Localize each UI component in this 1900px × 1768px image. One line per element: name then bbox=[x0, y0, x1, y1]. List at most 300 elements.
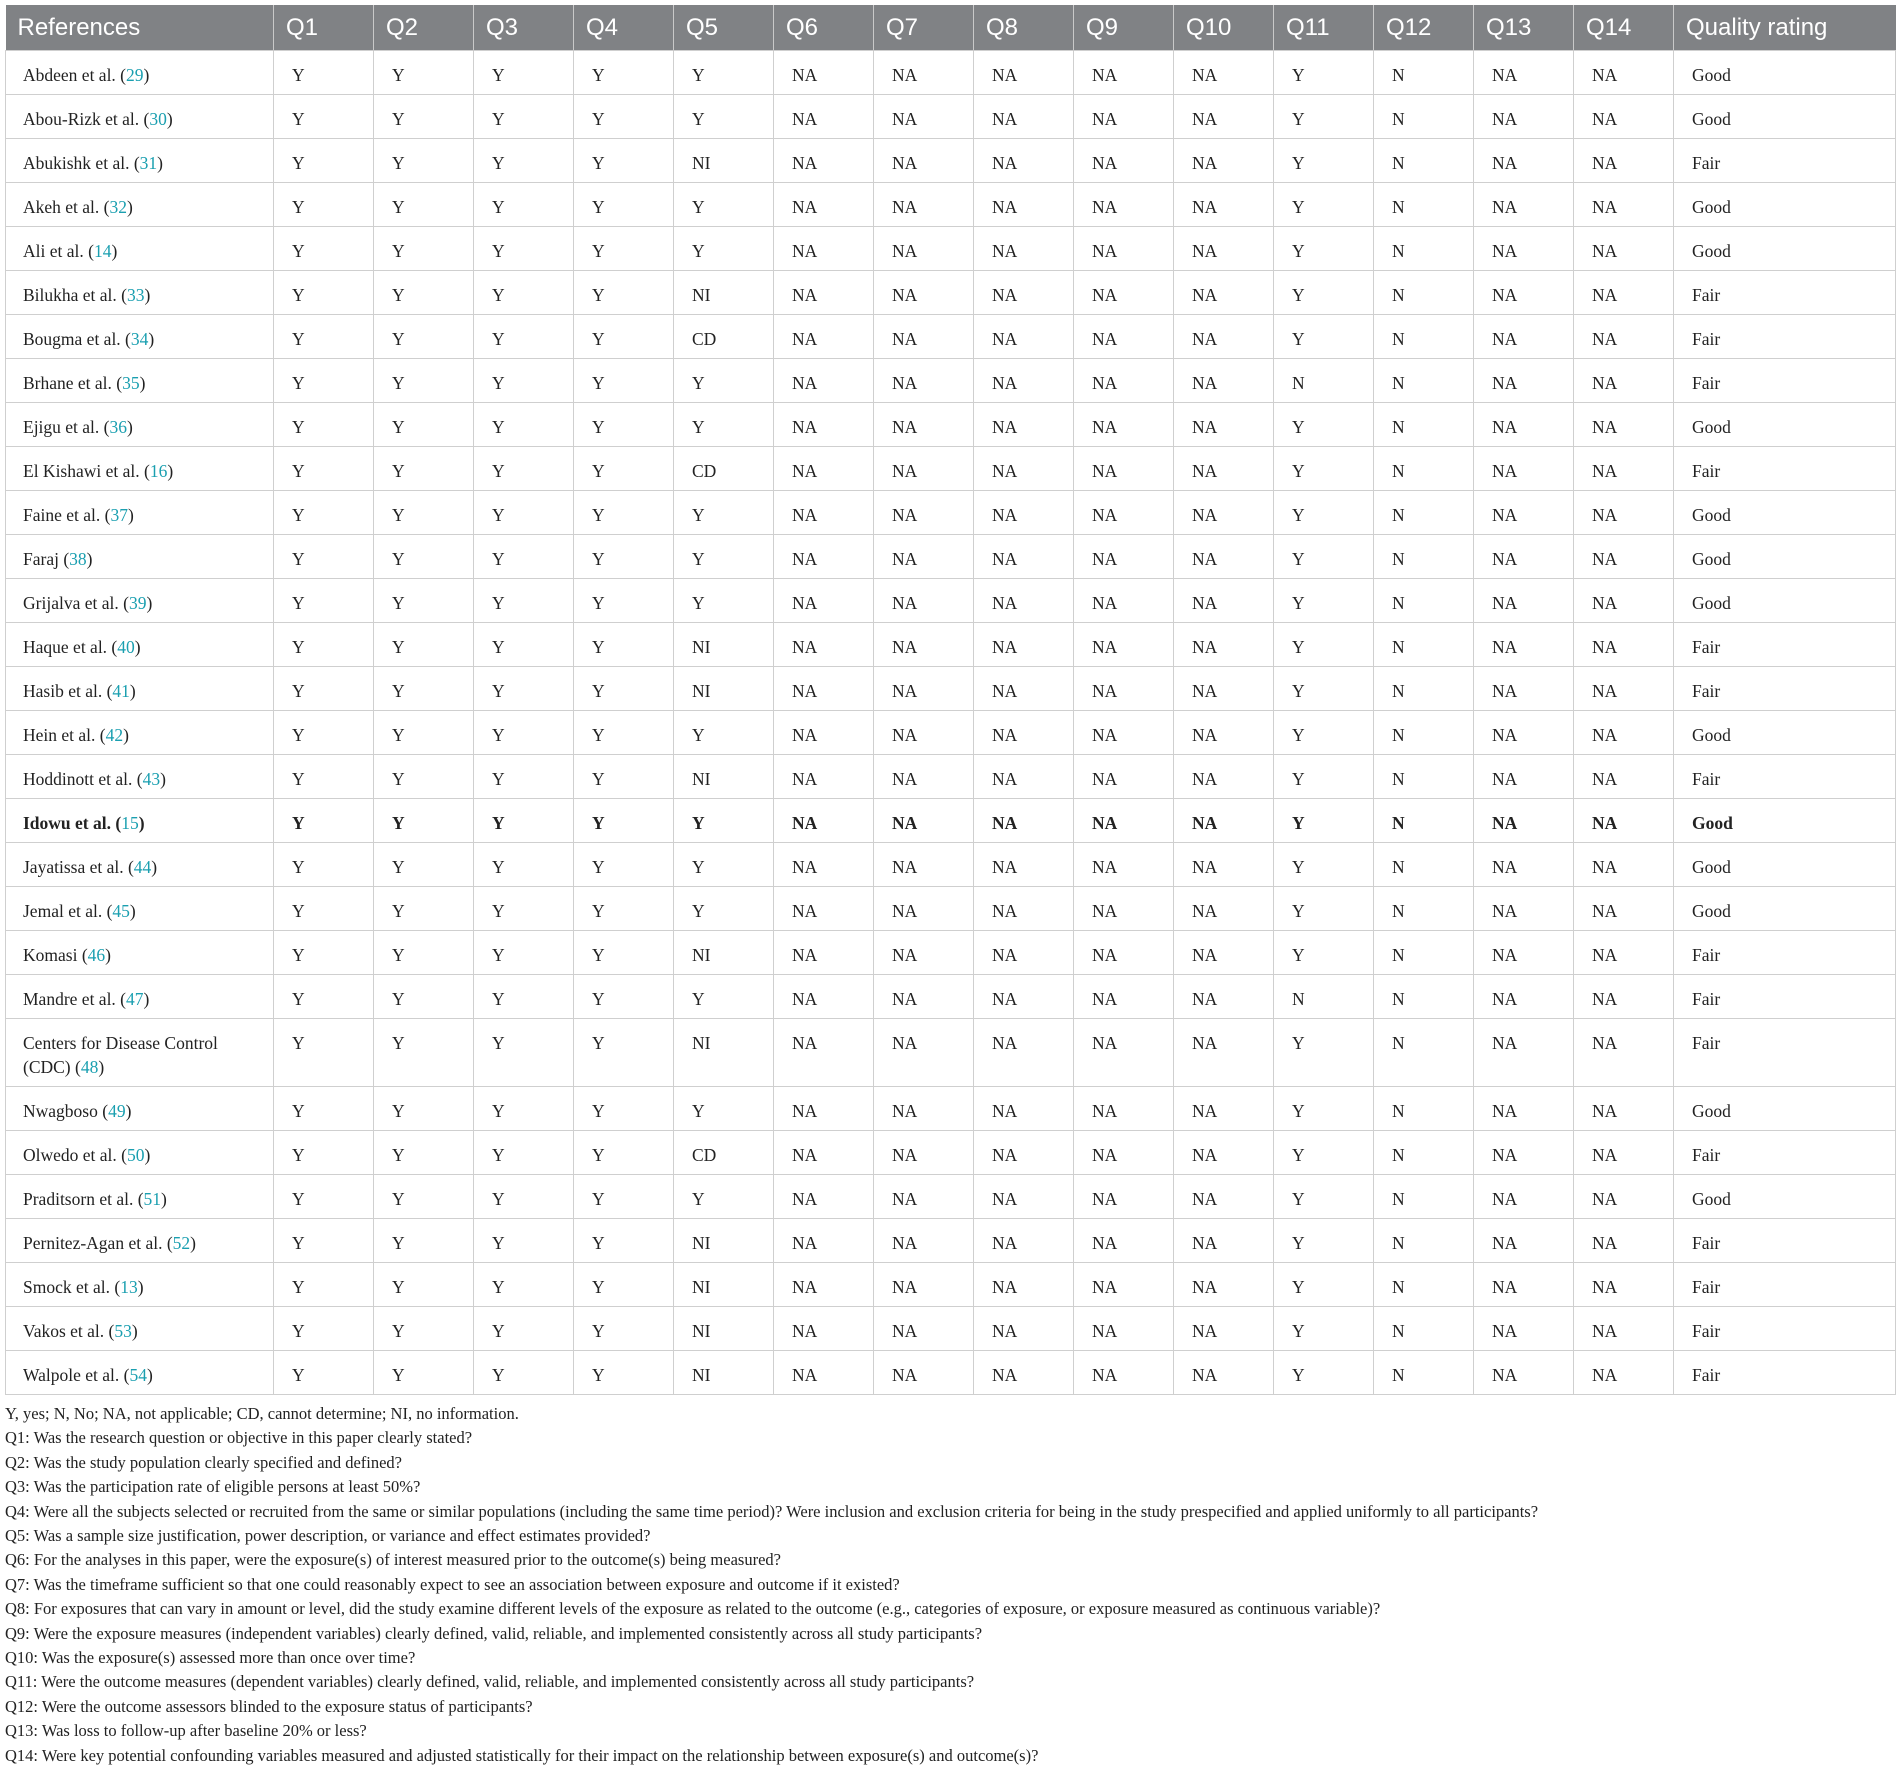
citation-link[interactable]: 40 bbox=[117, 637, 135, 657]
answer-cell-q2: Y bbox=[374, 1219, 474, 1263]
table-row bbox=[6, 623, 1896, 667]
reference-cell bbox=[6, 1219, 274, 1263]
reference-name: Akeh et al. ( bbox=[23, 197, 110, 217]
citation-link[interactable]: 32 bbox=[109, 197, 127, 217]
answer-cell-q2: Y bbox=[374, 315, 474, 359]
answer-cell-q3: Y bbox=[474, 183, 574, 227]
answer-cell-q10: NA bbox=[1174, 1131, 1274, 1175]
column-header-q3: Q3 bbox=[474, 5, 574, 51]
answer-cell-q7: NA bbox=[874, 843, 974, 887]
citation-link[interactable]: 39 bbox=[128, 593, 147, 613]
citation-link[interactable]: 30 bbox=[149, 109, 167, 129]
table-row bbox=[6, 1263, 1896, 1307]
answer-cell-q2: Y bbox=[374, 403, 474, 447]
answer-cell-q13: NA bbox=[1474, 535, 1574, 579]
citation-close-paren: ) bbox=[157, 153, 163, 173]
answer-cell-q11: Y bbox=[1274, 403, 1374, 447]
column-header-quality-rating: Quality rating bbox=[1674, 5, 1896, 51]
answer-cell-q3: Y bbox=[474, 95, 574, 139]
table-row bbox=[6, 1087, 1896, 1131]
quality-rating-cell: Good bbox=[1674, 1175, 1896, 1219]
reference-cell bbox=[6, 95, 274, 139]
question-definition: Q8: For exposures that can vary in amount or level, did the study examine different levels of the exposure as related to the outcome (e.g., categories of exposure, or exposure measured as continuous variable)? bbox=[5, 1599, 1381, 1619]
citation-link[interactable]: 44 bbox=[133, 857, 152, 877]
answer-cell-q10: NA bbox=[1174, 887, 1274, 931]
quality-rating-cell: Fair bbox=[1674, 667, 1896, 711]
answer-cell-q10: NA bbox=[1174, 755, 1274, 799]
answer-cell-q10: NA bbox=[1174, 623, 1274, 667]
table-row bbox=[6, 799, 1896, 843]
answer-cell-q3: Y bbox=[474, 491, 574, 535]
answer-cell-q9: NA bbox=[1074, 1351, 1174, 1395]
answer-cell-q10: NA bbox=[1174, 51, 1274, 95]
reference-cell bbox=[6, 183, 274, 227]
answer-cell-q6: NA bbox=[774, 403, 874, 447]
answer-cell-q5: NI bbox=[674, 931, 774, 975]
answer-cell-q7: NA bbox=[874, 1131, 974, 1175]
reference-cell bbox=[6, 447, 274, 491]
answer-cell-q1: Y bbox=[274, 975, 374, 1019]
answer-cell-q13: NA bbox=[1474, 1307, 1574, 1351]
answer-cell-q9: NA bbox=[1074, 755, 1174, 799]
citation-link[interactable]: 31 bbox=[139, 153, 158, 173]
answer-cell-q1: Y bbox=[274, 1307, 374, 1351]
answer-cell-q12: N bbox=[1374, 535, 1474, 579]
answer-cell-q4: Y bbox=[574, 843, 674, 887]
answer-cell-q9: NA bbox=[1074, 1219, 1174, 1263]
answer-cell-q13: NA bbox=[1474, 799, 1574, 843]
reference-cell bbox=[6, 51, 274, 95]
answer-cell-q2: Y bbox=[374, 799, 474, 843]
citation-link[interactable]: 16 bbox=[149, 461, 168, 481]
answer-cell-q13: NA bbox=[1474, 491, 1574, 535]
answer-cell-q6: NA bbox=[774, 1219, 874, 1263]
answer-cell-q10: NA bbox=[1174, 271, 1274, 315]
answer-cell-q11: Y bbox=[1274, 799, 1374, 843]
citation-link[interactable]: 33 bbox=[127, 285, 145, 305]
answer-cell-q12: N bbox=[1374, 579, 1474, 623]
quality-rating-cell: Fair bbox=[1674, 975, 1896, 1019]
answer-cell-q14: NA bbox=[1574, 51, 1674, 95]
answer-cell-q14: NA bbox=[1574, 799, 1674, 843]
answer-cell-q8: NA bbox=[974, 623, 1074, 667]
column-header-q10: Q10 bbox=[1174, 5, 1274, 51]
answer-cell-q11: Y bbox=[1274, 579, 1374, 623]
citation-close-paren: ) bbox=[134, 637, 141, 657]
answer-cell-q7: NA bbox=[874, 227, 974, 271]
table-row bbox=[6, 315, 1896, 359]
answer-cell-q3: Y bbox=[474, 403, 574, 447]
header-row bbox=[6, 5, 1896, 51]
answer-cell-q8: NA bbox=[974, 931, 1074, 975]
citation-close-paren: ) bbox=[127, 417, 133, 437]
citation-close-paren: ) bbox=[166, 109, 173, 129]
answer-cell-q5: NI bbox=[674, 1351, 774, 1395]
citation-link[interactable]: 35 bbox=[122, 373, 140, 393]
answer-cell-q2: Y bbox=[374, 1087, 474, 1131]
citation-link[interactable]: 14 bbox=[93, 241, 112, 261]
answer-cell-q8: NA bbox=[974, 799, 1074, 843]
answer-cell-q7: NA bbox=[874, 51, 974, 95]
answer-cell-q10: NA bbox=[1174, 1175, 1274, 1219]
table-row bbox=[6, 95, 1896, 139]
answer-cell-q2: Y bbox=[374, 843, 474, 887]
answer-cell-q1: Y bbox=[274, 447, 374, 491]
quality-rating-cell: Good bbox=[1674, 183, 1896, 227]
answer-cell-q7: NA bbox=[874, 447, 974, 491]
answer-cell-q11: N bbox=[1274, 359, 1374, 403]
answer-cell-q13: NA bbox=[1474, 887, 1574, 931]
reference-cell bbox=[6, 711, 274, 755]
answer-cell-q12: N bbox=[1374, 711, 1474, 755]
answer-cell-q6: NA bbox=[774, 1087, 874, 1131]
answer-cell-q11: Y bbox=[1274, 1307, 1374, 1351]
citation-link[interactable]: 13 bbox=[120, 1277, 138, 1297]
question-definition: Q13: Was loss to follow-up after baseline 20% or less? bbox=[5, 1721, 367, 1741]
reference-name: Praditsorn et al. ( bbox=[23, 1189, 144, 1209]
answer-cell-q5: Y bbox=[674, 359, 774, 403]
citation-link[interactable]: 42 bbox=[105, 725, 124, 745]
answer-cell-q7: NA bbox=[874, 403, 974, 447]
answer-cell-q11: Y bbox=[1274, 931, 1374, 975]
answer-cell-q12: N bbox=[1374, 271, 1474, 315]
answer-cell-q9: NA bbox=[1074, 315, 1174, 359]
reference-name: Vakos et al. ( bbox=[23, 1321, 115, 1341]
table-row bbox=[6, 447, 1896, 491]
reference-name: Ali et al. ( bbox=[23, 241, 94, 261]
citation-link[interactable]: 50 bbox=[127, 1145, 145, 1165]
citation-link[interactable]: 53 bbox=[114, 1321, 132, 1341]
answer-cell-q3: Y bbox=[474, 1307, 574, 1351]
answer-cell-q5: CD bbox=[674, 315, 774, 359]
answer-cell-q3: Y bbox=[474, 1019, 574, 1087]
answer-cell-q8: NA bbox=[974, 535, 1074, 579]
answer-cell-q12: N bbox=[1374, 1219, 1474, 1263]
answer-cell-q13: NA bbox=[1474, 931, 1574, 975]
answer-cell-q1: Y bbox=[274, 579, 374, 623]
answer-cell-q7: NA bbox=[874, 139, 974, 183]
answer-cell-q4: Y bbox=[574, 447, 674, 491]
answer-cell-q4: Y bbox=[574, 667, 674, 711]
table-row bbox=[6, 1219, 1896, 1263]
citation-link[interactable]: 51 bbox=[143, 1189, 162, 1209]
answer-cell-q9: NA bbox=[1074, 1263, 1174, 1307]
answer-cell-q7: NA bbox=[874, 623, 974, 667]
answer-cell-q2: Y bbox=[374, 183, 474, 227]
answer-cell-q14: NA bbox=[1574, 227, 1674, 271]
reference-cell bbox=[6, 139, 274, 183]
answer-cell-q5: Y bbox=[674, 843, 774, 887]
answer-cell-q2: Y bbox=[374, 887, 474, 931]
answer-cell-q14: NA bbox=[1574, 887, 1674, 931]
citation-close-paren: ) bbox=[98, 1057, 105, 1077]
abbreviation-legend: Y, yes; N, No; NA, not applicable; CD, cannot determine; NI, no information. bbox=[5, 1404, 519, 1423]
answer-cell-q13: NA bbox=[1474, 1263, 1574, 1307]
answer-cell-q3: Y bbox=[474, 755, 574, 799]
answer-cell-q6: NA bbox=[774, 579, 874, 623]
answer-cell-q8: NA bbox=[974, 975, 1074, 1019]
citation-link[interactable]: 37 bbox=[110, 505, 128, 525]
answer-cell-q11: Y bbox=[1274, 139, 1374, 183]
quality-rating-cell: Fair bbox=[1674, 359, 1896, 403]
quality-rating-cell: Good bbox=[1674, 535, 1896, 579]
answer-cell-q4: Y bbox=[574, 755, 674, 799]
answer-cell-q2: Y bbox=[374, 975, 474, 1019]
answer-cell-q6: NA bbox=[774, 623, 874, 667]
answer-cell-q7: NA bbox=[874, 491, 974, 535]
answer-cell-q4: Y bbox=[574, 799, 674, 843]
answer-cell-q13: NA bbox=[1474, 1019, 1574, 1087]
column-header-q7: Q7 bbox=[874, 5, 974, 51]
answer-cell-q7: NA bbox=[874, 315, 974, 359]
reference-name: Komasi ( bbox=[23, 945, 88, 965]
answer-cell-q1: Y bbox=[274, 271, 374, 315]
answer-cell-q14: NA bbox=[1574, 535, 1674, 579]
question-definition: Q3: Was the participation rate of eligible persons at least 50%? bbox=[5, 1477, 421, 1497]
answer-cell-q10: NA bbox=[1174, 1263, 1274, 1307]
citation-close-paren: ) bbox=[146, 593, 153, 613]
answer-cell-q6: NA bbox=[774, 799, 874, 843]
answer-cell-q9: NA bbox=[1074, 711, 1174, 755]
reference-name: Idowu et al. ( bbox=[23, 813, 122, 833]
answer-cell-q2: Y bbox=[374, 535, 474, 579]
answer-cell-q1: Y bbox=[274, 1019, 374, 1087]
answer-cell-q6: NA bbox=[774, 535, 874, 579]
answer-cell-q6: NA bbox=[774, 183, 874, 227]
table-row bbox=[6, 1307, 1896, 1351]
quality-rating-cell: Good bbox=[1674, 579, 1896, 623]
answer-cell-q4: Y bbox=[574, 183, 674, 227]
answer-cell-q7: NA bbox=[874, 1307, 974, 1351]
reference-name: Jayatissa et al. ( bbox=[23, 857, 134, 877]
answer-cell-q7: NA bbox=[874, 1175, 974, 1219]
answer-cell-q13: NA bbox=[1474, 1175, 1574, 1219]
answer-cell-q3: Y bbox=[474, 711, 574, 755]
reference-cell bbox=[6, 271, 274, 315]
answer-cell-q13: NA bbox=[1474, 623, 1574, 667]
column-header-q12: Q12 bbox=[1374, 5, 1474, 51]
table-row bbox=[6, 711, 1896, 755]
answer-cell-q8: NA bbox=[974, 403, 1074, 447]
answer-cell-q8: NA bbox=[974, 711, 1074, 755]
question-definition: Q6: For the analyses in this paper, were the exposure(s) of interest measured prior to the outcome(s) being measured? bbox=[5, 1550, 781, 1570]
answer-cell-q8: NA bbox=[974, 1019, 1074, 1087]
quality-assessment-table bbox=[5, 5, 1896, 1395]
answer-cell-q1: Y bbox=[274, 227, 374, 271]
answer-cell-q13: NA bbox=[1474, 667, 1574, 711]
answer-cell-q9: NA bbox=[1074, 359, 1174, 403]
table-row bbox=[6, 1131, 1896, 1175]
citation-link[interactable]: 43 bbox=[142, 769, 161, 789]
answer-cell-q11: Y bbox=[1274, 1019, 1374, 1087]
answer-cell-q14: NA bbox=[1574, 1351, 1674, 1395]
answer-cell-q14: NA bbox=[1574, 1087, 1674, 1131]
answer-cell-q14: NA bbox=[1574, 667, 1674, 711]
answer-cell-q2: Y bbox=[374, 667, 474, 711]
answer-cell-q8: NA bbox=[974, 1219, 1074, 1263]
reference-name: Olwedo et al. ( bbox=[23, 1145, 127, 1165]
answer-cell-q6: NA bbox=[774, 227, 874, 271]
table-row bbox=[6, 183, 1896, 227]
answer-cell-q2: Y bbox=[374, 359, 474, 403]
table-row bbox=[6, 667, 1896, 711]
citation-link[interactable]: 38 bbox=[69, 549, 87, 569]
answer-cell-q9: NA bbox=[1074, 1087, 1174, 1131]
answer-cell-q5: NI bbox=[674, 755, 774, 799]
table-body bbox=[6, 51, 1896, 1395]
answer-cell-q12: N bbox=[1374, 51, 1474, 95]
table-row bbox=[6, 227, 1896, 271]
answer-cell-q8: NA bbox=[974, 447, 1074, 491]
reference-cell bbox=[6, 315, 274, 359]
reference-name: Nwagboso ( bbox=[23, 1101, 109, 1121]
answer-cell-q7: NA bbox=[874, 1219, 974, 1263]
answer-cell-q13: NA bbox=[1474, 579, 1574, 623]
answer-cell-q12: N bbox=[1374, 623, 1474, 667]
quality-rating-cell: Fair bbox=[1674, 755, 1896, 799]
citation-link[interactable]: 34 bbox=[130, 329, 149, 349]
answer-cell-q14: NA bbox=[1574, 95, 1674, 139]
citation-link[interactable]: 29 bbox=[126, 65, 144, 85]
quality-rating-cell: Good bbox=[1674, 227, 1896, 271]
answer-cell-q3: Y bbox=[474, 1175, 574, 1219]
answer-cell-q12: N bbox=[1374, 359, 1474, 403]
answer-cell-q11: Y bbox=[1274, 95, 1374, 139]
answer-cell-q14: NA bbox=[1574, 403, 1674, 447]
reference-cell bbox=[6, 579, 274, 623]
citation-link[interactable]: 49 bbox=[108, 1101, 126, 1121]
answer-cell-q8: NA bbox=[974, 1351, 1074, 1395]
citation-close-paren: ) bbox=[111, 241, 118, 261]
answer-cell-q3: Y bbox=[474, 667, 574, 711]
answer-cell-q3: Y bbox=[474, 623, 574, 667]
answer-cell-q9: NA bbox=[1074, 667, 1174, 711]
answer-cell-q10: NA bbox=[1174, 183, 1274, 227]
answer-cell-q8: NA bbox=[974, 667, 1074, 711]
quality-rating-cell: Fair bbox=[1674, 315, 1896, 359]
citation-close-paren: ) bbox=[127, 197, 133, 217]
reference-cell bbox=[6, 1263, 274, 1307]
answer-cell-q6: NA bbox=[774, 843, 874, 887]
answer-cell-q4: Y bbox=[574, 887, 674, 931]
citation-close-paren: ) bbox=[167, 461, 174, 481]
citation-link[interactable]: 41 bbox=[112, 681, 130, 701]
quality-rating-cell: Fair bbox=[1674, 1131, 1896, 1175]
answer-cell-q10: NA bbox=[1174, 667, 1274, 711]
column-header-q13: Q13 bbox=[1474, 5, 1574, 51]
answer-cell-q12: N bbox=[1374, 887, 1474, 931]
answer-cell-q2: Y bbox=[374, 491, 474, 535]
answer-cell-q13: NA bbox=[1474, 1219, 1574, 1263]
answer-cell-q13: NA bbox=[1474, 359, 1574, 403]
reference-name: Centers for Disease Control (CDC) ( bbox=[23, 1033, 218, 1077]
citation-link[interactable]: 52 bbox=[172, 1233, 191, 1253]
answer-cell-q6: NA bbox=[774, 95, 874, 139]
quality-rating-cell: Fair bbox=[1674, 1307, 1896, 1351]
citation-close-paren: ) bbox=[139, 373, 146, 393]
column-header-q2: Q2 bbox=[374, 5, 474, 51]
citation-link[interactable]: 54 bbox=[129, 1365, 147, 1385]
quality-rating-cell: Good bbox=[1674, 95, 1896, 139]
citation-close-paren: ) bbox=[190, 1233, 196, 1253]
answer-cell-q1: Y bbox=[274, 931, 374, 975]
answer-cell-q4: Y bbox=[574, 227, 674, 271]
answer-cell-q13: NA bbox=[1474, 1351, 1574, 1395]
answer-cell-q5: CD bbox=[674, 1131, 774, 1175]
answer-cell-q12: N bbox=[1374, 1019, 1474, 1087]
answer-cell-q12: N bbox=[1374, 1131, 1474, 1175]
reference-cell bbox=[6, 755, 274, 799]
table-row bbox=[6, 491, 1896, 535]
answer-cell-q11: Y bbox=[1274, 755, 1374, 799]
answer-cell-q3: Y bbox=[474, 1131, 574, 1175]
answer-cell-q3: Y bbox=[474, 359, 574, 403]
column-header-q8: Q8 bbox=[974, 5, 1074, 51]
answer-cell-q9: NA bbox=[1074, 403, 1174, 447]
answer-cell-q13: NA bbox=[1474, 843, 1574, 887]
answer-cell-q3: Y bbox=[474, 843, 574, 887]
answer-cell-q13: NA bbox=[1474, 95, 1574, 139]
answer-cell-q9: NA bbox=[1074, 51, 1174, 95]
answer-cell-q6: NA bbox=[774, 667, 874, 711]
answer-cell-q7: NA bbox=[874, 1087, 974, 1131]
answer-cell-q4: Y bbox=[574, 271, 674, 315]
answer-cell-q5: Y bbox=[674, 975, 774, 1019]
answer-cell-q11: Y bbox=[1274, 623, 1374, 667]
citation-link[interactable]: 36 bbox=[109, 417, 128, 437]
answer-cell-q4: Y bbox=[574, 1307, 674, 1351]
answer-cell-q13: NA bbox=[1474, 447, 1574, 491]
citation-link[interactable]: 48 bbox=[80, 1057, 99, 1077]
answer-cell-q6: NA bbox=[774, 51, 874, 95]
reference-name: Smock et al. ( bbox=[23, 1277, 121, 1297]
answer-cell-q7: NA bbox=[874, 579, 974, 623]
answer-cell-q7: NA bbox=[874, 1263, 974, 1307]
citation-close-paren: ) bbox=[138, 813, 145, 833]
answer-cell-q14: NA bbox=[1574, 931, 1674, 975]
citation-link[interactable]: 15 bbox=[121, 813, 139, 833]
answer-cell-q5: Y bbox=[674, 887, 774, 931]
answer-cell-q4: Y bbox=[574, 1175, 674, 1219]
answer-cell-q6: NA bbox=[774, 931, 874, 975]
answer-cell-q4: Y bbox=[574, 1087, 674, 1131]
question-definition: Q7: Was the timeframe sufficient so that one could reasonably expect to see an association between exposure and outcome if it existed? bbox=[5, 1574, 900, 1594]
table-row bbox=[6, 579, 1896, 623]
answer-cell-q10: NA bbox=[1174, 227, 1274, 271]
answer-cell-q14: NA bbox=[1574, 755, 1674, 799]
reference-name: El Kishawi et al. ( bbox=[23, 461, 150, 481]
answer-cell-q7: NA bbox=[874, 887, 974, 931]
reference-name: Hasib et al. ( bbox=[23, 681, 113, 701]
answer-cell-q2: Y bbox=[374, 51, 474, 95]
citation-link[interactable]: 46 bbox=[87, 945, 106, 965]
quality-rating-cell: Good bbox=[1674, 1087, 1896, 1131]
reference-name: Walpole et al. ( bbox=[23, 1365, 130, 1385]
reference-cell bbox=[6, 491, 274, 535]
answer-cell-q8: NA bbox=[974, 1307, 1074, 1351]
citation-link[interactable]: 47 bbox=[126, 989, 144, 1009]
answer-cell-q4: Y bbox=[574, 95, 674, 139]
table-row bbox=[6, 359, 1896, 403]
answer-cell-q4: Y bbox=[574, 1351, 674, 1395]
answer-cell-q2: Y bbox=[374, 139, 474, 183]
citation-link[interactable]: 45 bbox=[112, 901, 130, 921]
reference-name: Abou-Rizk et al. ( bbox=[23, 109, 150, 129]
answer-cell-q8: NA bbox=[974, 1087, 1074, 1131]
reference-cell bbox=[6, 1131, 274, 1175]
answer-cell-q1: Y bbox=[274, 887, 374, 931]
citation-close-paren: ) bbox=[129, 901, 136, 921]
